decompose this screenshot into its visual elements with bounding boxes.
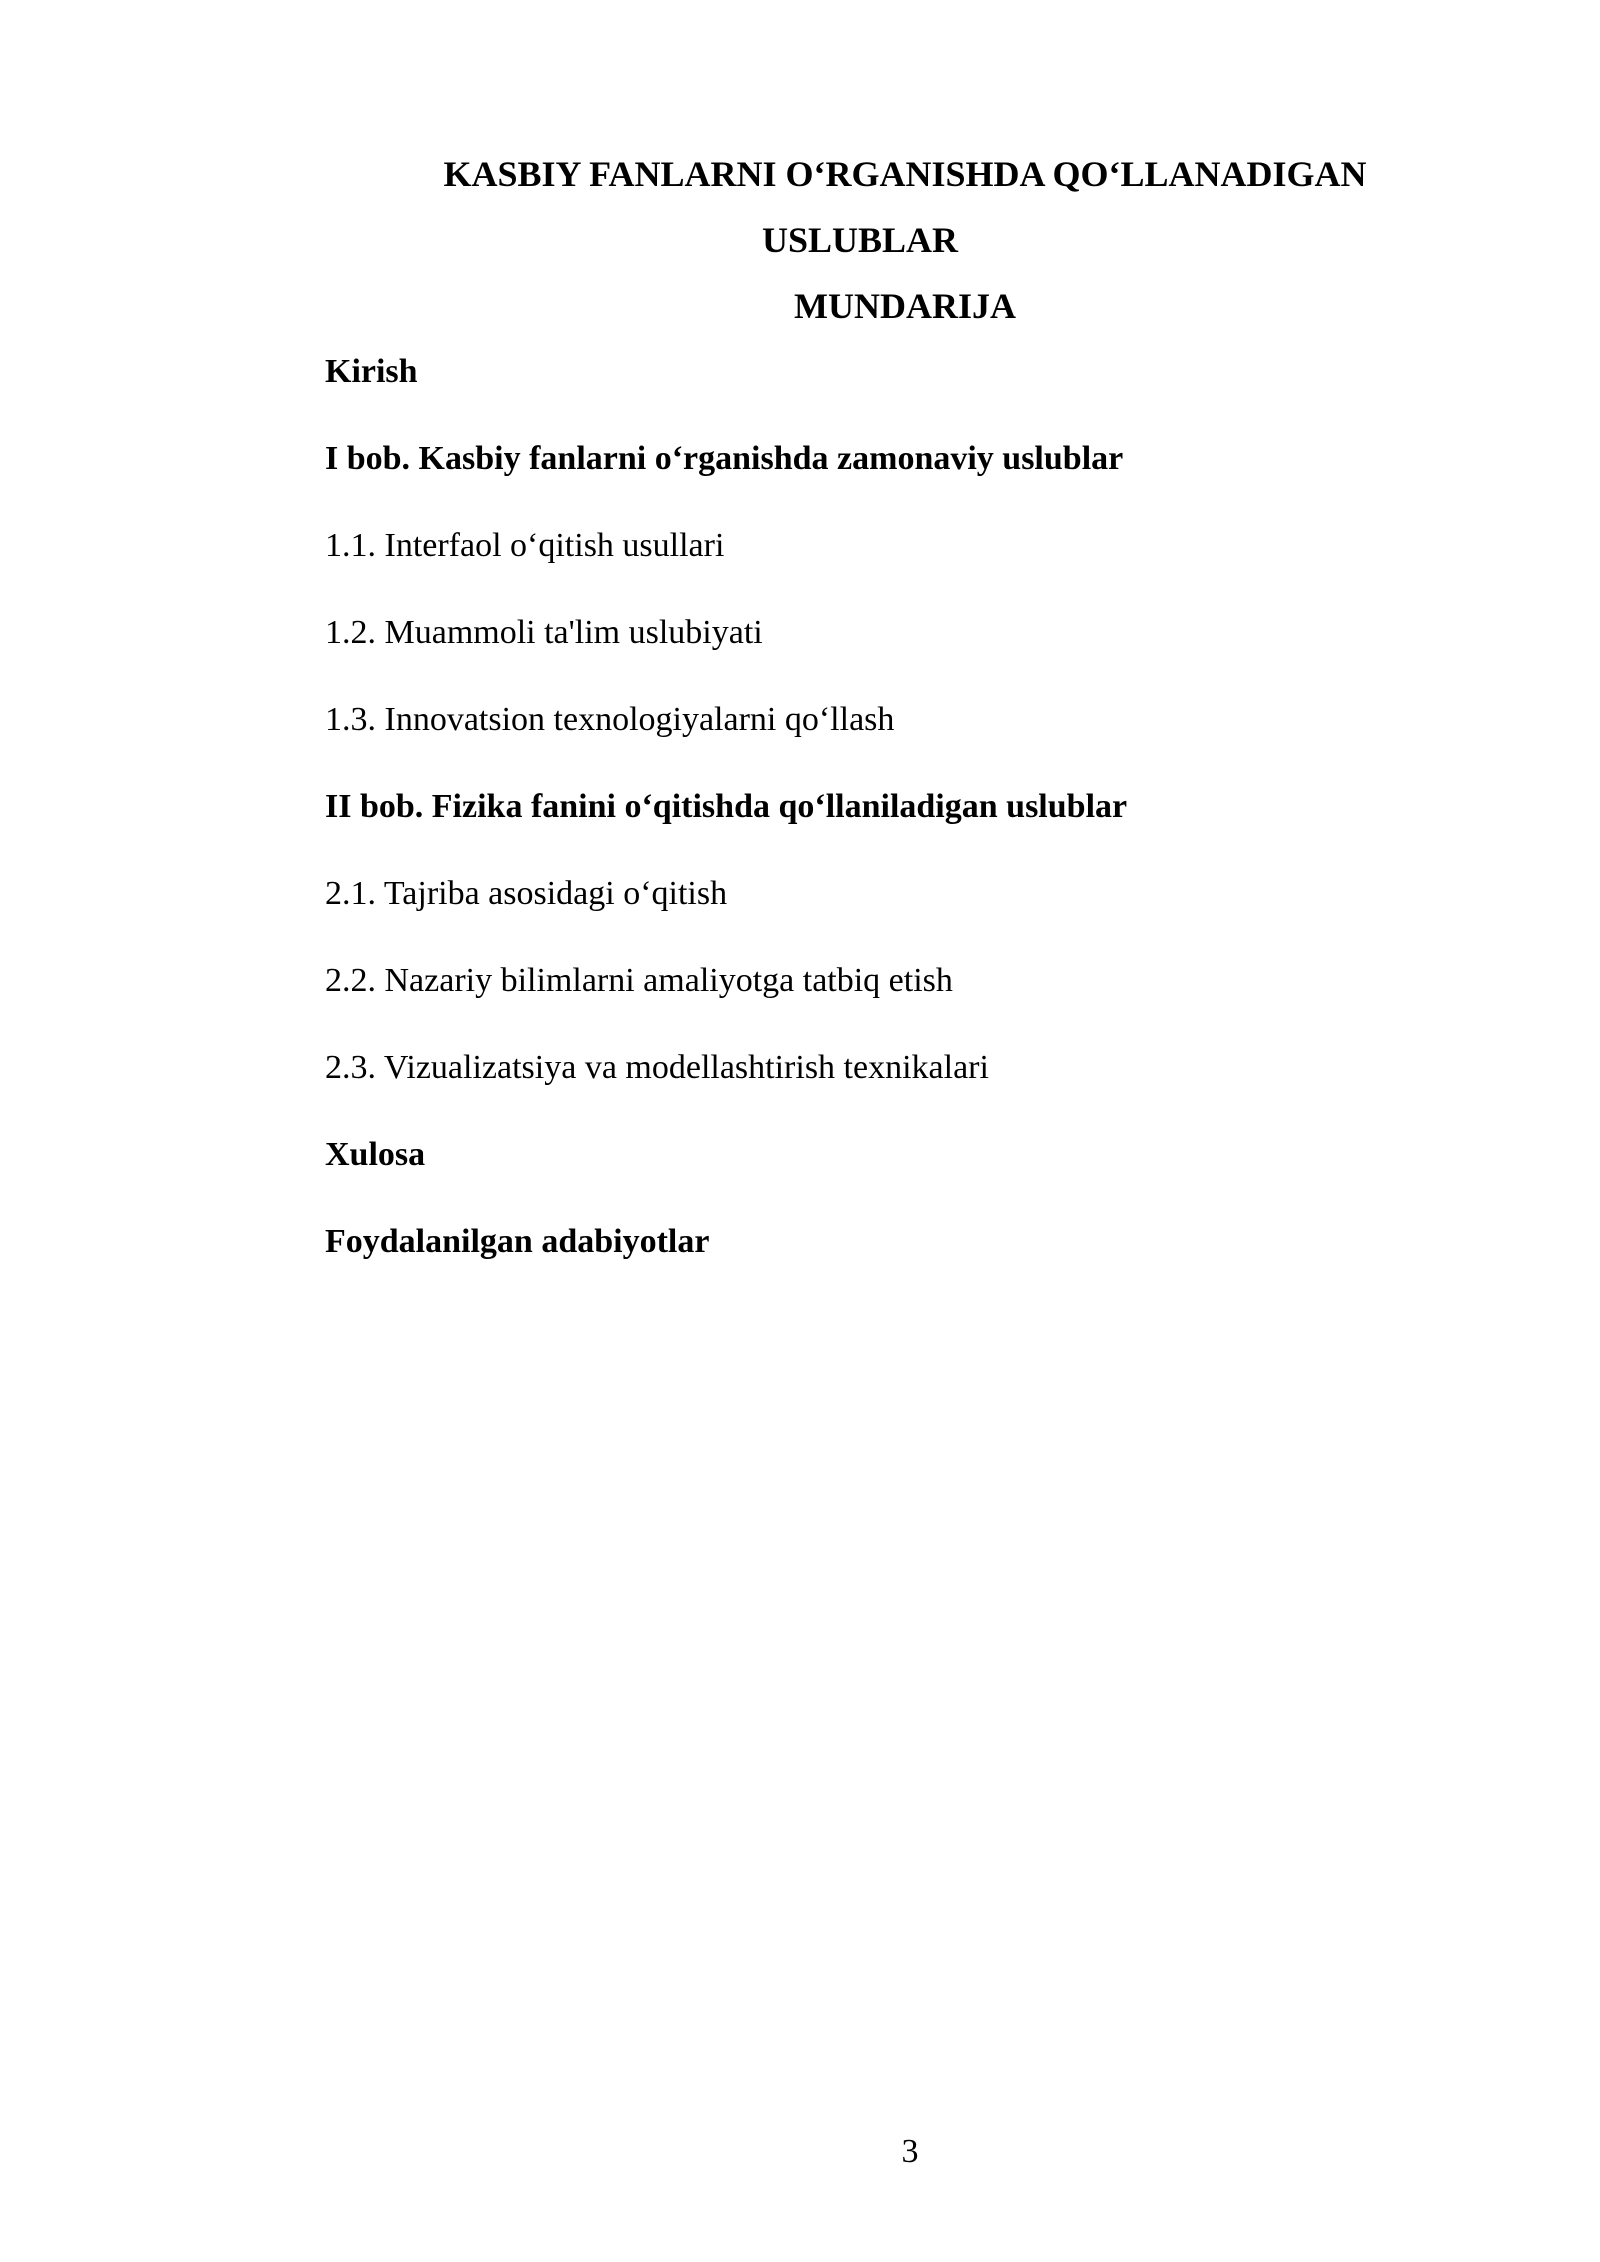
toc-item-xulosa: Xulosa — [325, 1136, 426, 1173]
toc-item-section-1-3: 1.3. Innovatsion texnologiyalarni qo‘llash — [325, 701, 895, 738]
toc-item-section-2-1: 2.1. Tajriba asosidagi o‘qitish — [325, 875, 728, 912]
toc-item-section-1-2: 1.2. Muammoli ta'lim uslubiyati — [325, 614, 763, 651]
toc-item-references: Foydalanilgan adabiyotlar — [325, 1223, 710, 1260]
document-title-line-1: KASBIY FANLARNI O‘RGANISHDA QO‘LLANADIGAN — [443, 154, 1367, 194]
toc-heading: MUNDARIJA — [794, 286, 1016, 326]
toc-item-section-2-3: 2.3. Vizualizatsiya va modellashtirish texnikalari — [325, 1049, 989, 1086]
toc-item-chapter-1: I bob. Kasbiy fanlarni o‘rganishda zamonaviy uslublar — [325, 440, 1124, 477]
table-of-contents — [325, 346, 1475, 1303]
document-title-line-2: USLUBLAR — [761, 220, 959, 260]
toc-item-kirish: Kirish — [325, 353, 418, 390]
toc-item-chapter-2: II bob. Fizika fanini o‘qitishda qo‘llaniladigan uslublar — [325, 788, 1128, 825]
toc-item-section-1-1: 1.1. Interfaol o‘qitish usullari — [325, 527, 725, 564]
page-number: 3 — [901, 2133, 919, 2170]
toc-item-section-2-2: 2.2. Nazariy bilimlarni amaliyotga tatbiq etish — [325, 962, 953, 999]
